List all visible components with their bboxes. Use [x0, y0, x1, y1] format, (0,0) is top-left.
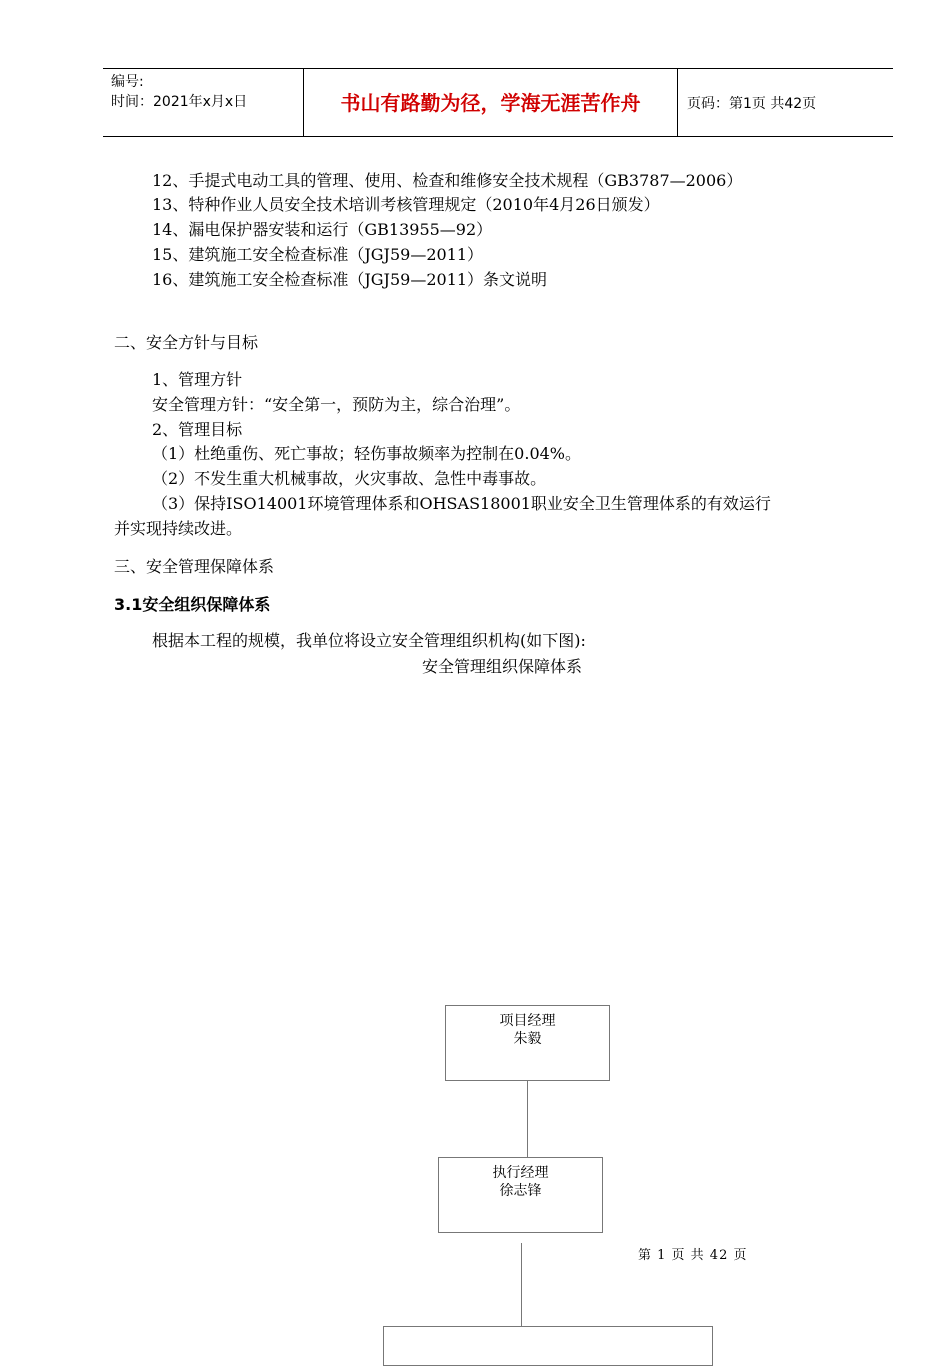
- regulation-item: 15、建筑施工安全检查标准（JGJ59—2011）: [152, 245, 484, 264]
- subsection-heading: 3.1安全组织保障体系: [114, 595, 271, 614]
- paragraph: 安全管理方针：“安全第一，预防为主，综合治理”。: [152, 395, 521, 414]
- paragraph: 1、管理方针: [152, 370, 243, 389]
- org-box-project-manager: [445, 1005, 610, 1081]
- time-label: 时间：2021年x月x日: [111, 94, 248, 110]
- org-box-next: [383, 1326, 713, 1366]
- header-meta: [111, 72, 247, 112]
- chart-caption: 安全管理组织保障体系: [422, 657, 583, 676]
- org-role: 项目经理: [499, 1013, 556, 1029]
- goal-item-continued: 并实现持续改进。: [114, 519, 243, 538]
- regulation-item: 13、特种作业人员安全技术培训考核管理规定（2010年4月26日颁发）: [152, 195, 660, 214]
- goal-item: （3）保持ISO14001环境管理体系和OHSAS18001职业安全卫生管理体系的有效运行: [152, 494, 771, 513]
- paragraph: 根据本工程的规模，我单位将设立安全管理组织机构(如下图):: [152, 631, 586, 650]
- org-box-executive-manager: [438, 1157, 603, 1233]
- goal-item: （1）杜绝重伤、死亡事故；轻伤事故频率为控制在0.04%。: [152, 444, 582, 463]
- goal-item: （2）不发生重大机械事故，火灾事故、急性中毒事故。: [152, 469, 547, 488]
- org-connector: [521, 1243, 522, 1326]
- section-heading: 三、安全管理保障体系: [114, 557, 275, 576]
- number-label: 编号:: [111, 74, 144, 90]
- header-motto: 书山有路勤为径，学海无涯苦作舟: [340, 91, 641, 115]
- org-connector: [527, 1081, 528, 1157]
- page-header: [103, 68, 893, 137]
- page-footer: 第 1 页 共 42 页: [638, 1248, 748, 1263]
- org-person: 徐志锋: [499, 1183, 542, 1199]
- regulation-item: 16、建筑施工安全检查标准（JGJ59—2011）条文说明: [152, 270, 548, 289]
- org-role: 执行经理: [492, 1165, 549, 1181]
- paragraph: 2、管理目标: [152, 420, 243, 439]
- org-person: 朱毅: [513, 1031, 542, 1047]
- regulation-item: 14、漏电保护器安装和运行（GB13955—92）: [152, 220, 493, 239]
- header-divider: [677, 69, 678, 136]
- header-page-count: 页码：第1页 共42页: [687, 96, 817, 112]
- section-heading: 二、安全方针与目标: [114, 333, 259, 352]
- regulation-item: 12、手提式电动工具的管理、使用、检查和维修安全技术规程（GB3787—2006）: [152, 171, 743, 190]
